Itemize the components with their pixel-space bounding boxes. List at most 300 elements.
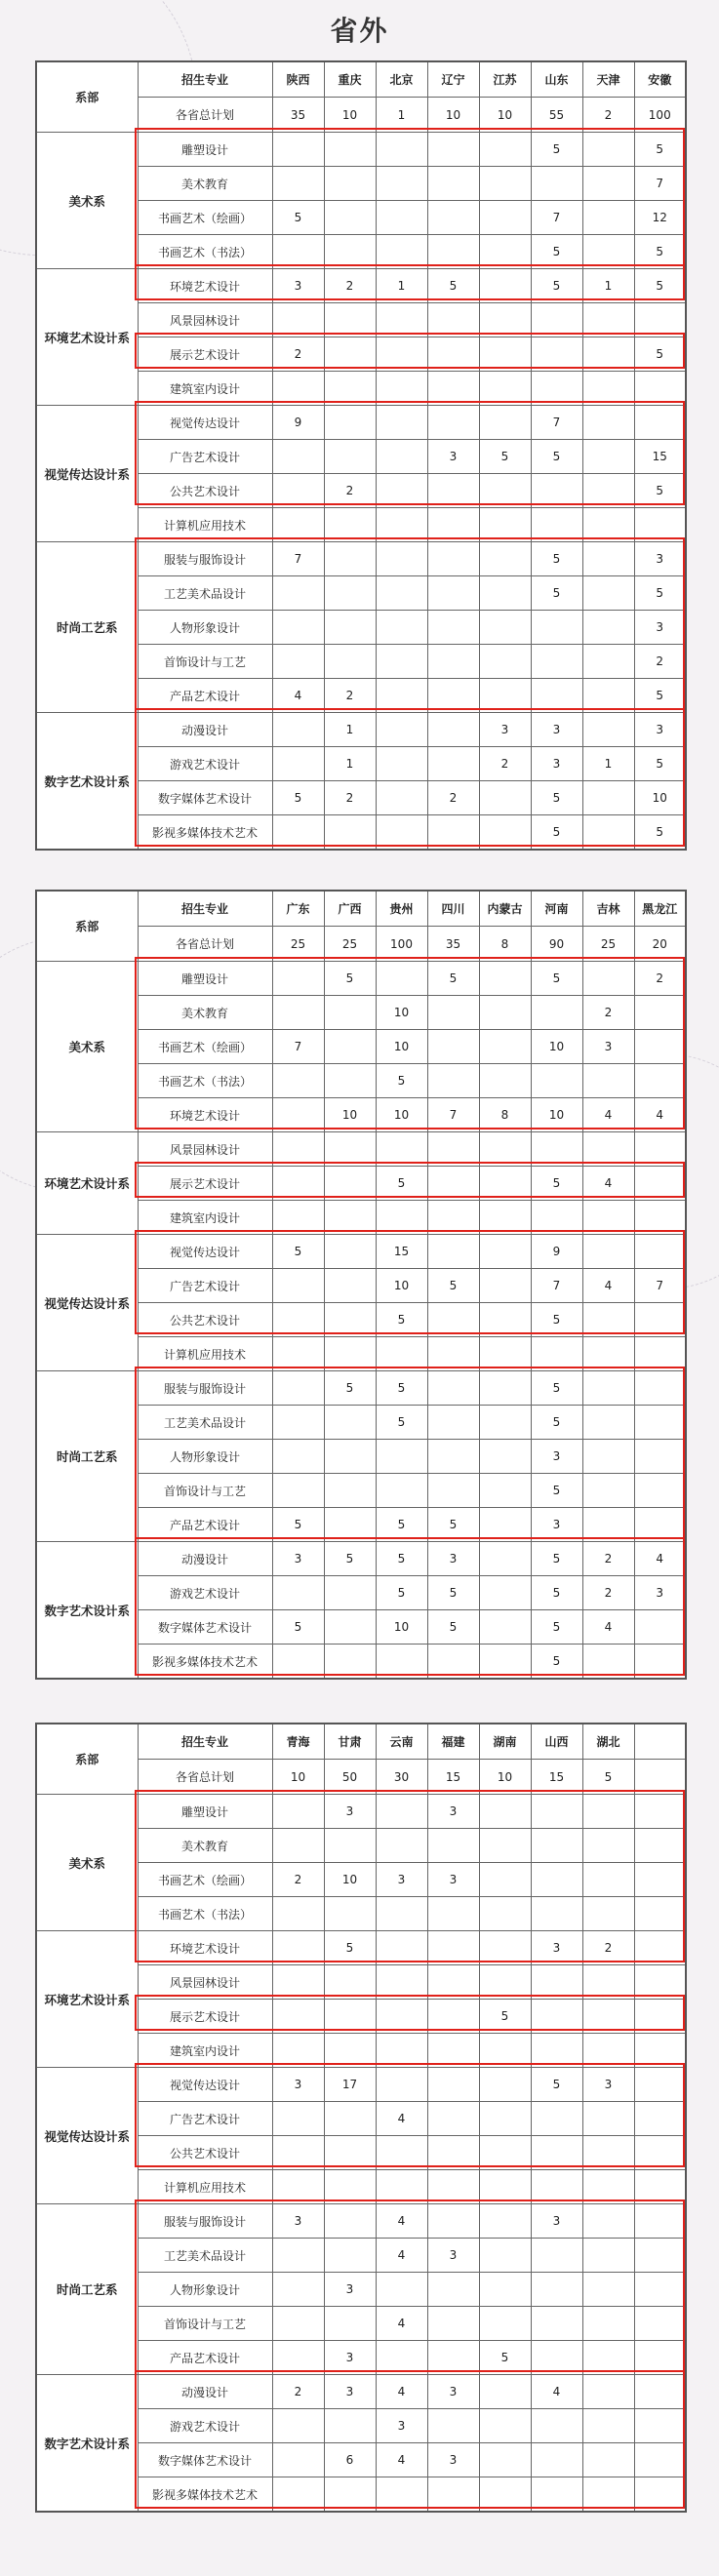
province-header: 黑龙江 — [634, 891, 686, 927]
quota-cell — [376, 1795, 427, 1829]
quota-cell: 3 — [272, 2204, 324, 2239]
quota-cell — [634, 1645, 686, 1680]
major-cell: 数字媒体艺术设计 — [138, 2443, 272, 2477]
quota-cell — [272, 1406, 324, 1440]
quota-cell — [376, 303, 427, 337]
quota-cell — [324, 1235, 376, 1269]
quota-cell — [376, 337, 427, 372]
quota-cell — [634, 1201, 686, 1235]
province-header: 湖南 — [479, 1724, 531, 1760]
total-cell: 1 — [376, 98, 427, 133]
quota-cell — [531, 1795, 582, 1829]
quota-cell: 1 — [324, 713, 376, 747]
quota-cell — [582, 2409, 634, 2443]
quota-cell — [531, 1829, 582, 1863]
quota-cell — [582, 2477, 634, 2513]
major-cell: 人物形象设计 — [138, 1440, 272, 1474]
table-row — [36, 1235, 686, 1269]
quota-cell: 3 — [324, 2375, 376, 2409]
major-cell: 公共艺术设计 — [138, 1303, 272, 1337]
quota-cell — [427, 747, 479, 781]
quota-cell — [324, 1965, 376, 2000]
quota-cell — [427, 996, 479, 1030]
quota-cell — [324, 1645, 376, 1680]
province-header: 福建 — [427, 1724, 479, 1760]
quota-cell — [531, 2000, 582, 2034]
quota-cell — [634, 406, 686, 440]
quota-cell — [324, 996, 376, 1030]
dept-header: 系部 — [36, 1724, 138, 1795]
province-header: 安徽 — [634, 61, 686, 98]
total-label: 各省总计划 — [138, 98, 272, 133]
quota-cell: 5 — [634, 679, 686, 713]
dept-cell: 美术系 — [36, 133, 138, 269]
quota-cell — [427, 1897, 479, 1931]
quota-cell — [634, 372, 686, 406]
quota-cell: 5 — [531, 1371, 582, 1406]
quota-cell — [272, 611, 324, 645]
quota-cell — [479, 815, 531, 851]
major-cell: 美术教育 — [138, 167, 272, 201]
quota-cell: 2 — [582, 1576, 634, 1610]
quota-cell — [427, 713, 479, 747]
quota-cell — [531, 1897, 582, 1931]
quota-cell: 5 — [376, 1167, 427, 1201]
quota-cell — [272, 747, 324, 781]
quota-cell: 5 — [376, 1576, 427, 1610]
major-cell: 环境艺术设计 — [138, 1098, 272, 1132]
quota-cell — [531, 303, 582, 337]
quota-cell — [582, 1829, 634, 1863]
quota-cell: 3 — [272, 1542, 324, 1576]
quota-cell — [272, 2239, 324, 2273]
quota-cell — [324, 2000, 376, 2034]
quota-cell — [272, 2307, 324, 2341]
major-cell: 书画艺术（绘画） — [138, 1030, 272, 1064]
quota-cell: 5 — [634, 235, 686, 269]
quota-cell — [376, 133, 427, 167]
quota-cell — [324, 2204, 376, 2239]
quota-cell: 3 — [427, 2375, 479, 2409]
quota-cell — [582, 1863, 634, 1897]
quota-cell: 4 — [582, 1269, 634, 1303]
quota-cell — [376, 1132, 427, 1167]
total-cell: 10 — [272, 1760, 324, 1795]
quota-cell — [324, 1167, 376, 1201]
quota-cell — [272, 2341, 324, 2375]
quota-cell — [582, 1132, 634, 1167]
table-row — [36, 406, 686, 440]
quota-cell: 5 — [531, 1645, 582, 1680]
quota-cell: 12 — [634, 201, 686, 235]
quota-cell: 5 — [634, 133, 686, 167]
quota-cell — [479, 2409, 531, 2443]
quota-cell: 5 — [531, 1303, 582, 1337]
quota-cell — [531, 474, 582, 508]
quota-cell — [531, 1965, 582, 2000]
quota-cell — [479, 406, 531, 440]
major-cell: 服装与服饰设计 — [138, 1371, 272, 1406]
major-cell: 雕塑设计 — [138, 962, 272, 996]
quota-cell — [376, 781, 427, 815]
quota-cell — [582, 2136, 634, 2170]
quota-cell: 3 — [272, 269, 324, 303]
quota-cell: 8 — [479, 1098, 531, 1132]
quota-cell: 5 — [531, 1610, 582, 1645]
major-cell: 游戏艺术设计 — [138, 1576, 272, 1610]
quota-cell: 5 — [324, 1542, 376, 1576]
quota-cell: 5 — [427, 1576, 479, 1610]
quota-cell: 1 — [582, 269, 634, 303]
quota-cell — [479, 2239, 531, 2273]
province-header: 山西 — [531, 1724, 582, 1760]
quota-cell — [479, 1610, 531, 1645]
quota-cell — [634, 1371, 686, 1406]
quota-cell — [324, 406, 376, 440]
quota-cell — [479, 2443, 531, 2477]
quota-cell — [376, 1897, 427, 1931]
quota-cell — [479, 1508, 531, 1542]
major-cell: 雕塑设计 — [138, 133, 272, 167]
quota-cell — [427, 337, 479, 372]
quota-cell — [634, 1897, 686, 1931]
quota-cell — [324, 2477, 376, 2513]
quota-cell: 3 — [531, 713, 582, 747]
dept-cell: 时尚工艺系 — [36, 1371, 138, 1542]
quota-cell — [324, 1610, 376, 1645]
major-cell: 游戏艺术设计 — [138, 747, 272, 781]
province-header: 河南 — [531, 891, 582, 927]
dept-cell: 时尚工艺系 — [36, 542, 138, 713]
quota-cell: 17 — [324, 2068, 376, 2102]
quota-cell — [582, 474, 634, 508]
quota-cell — [479, 167, 531, 201]
quota-cell — [324, 167, 376, 201]
quota-cell — [376, 747, 427, 781]
quota-cell — [479, 235, 531, 269]
quota-cell — [427, 679, 479, 713]
quota-cell — [427, 1303, 479, 1337]
quota-cell — [634, 1474, 686, 1508]
quota-cell: 3 — [634, 713, 686, 747]
quota-cell: 3 — [531, 2204, 582, 2239]
dept-cell: 环境艺术设计系 — [36, 1931, 138, 2068]
quota-cell — [479, 1030, 531, 1064]
quota-cell: 4 — [582, 1167, 634, 1201]
quota-cell — [582, 1406, 634, 1440]
quota-cell — [324, 1269, 376, 1303]
quota-cell: 2 — [324, 474, 376, 508]
total-label: 各省总计划 — [138, 1760, 272, 1795]
quota-cell — [324, 1201, 376, 1235]
dept-header: 系部 — [36, 891, 138, 962]
quota-cell — [479, 2034, 531, 2068]
province-header: 湖北 — [582, 1724, 634, 1760]
quota-cell — [376, 508, 427, 542]
quota-cell — [479, 1303, 531, 1337]
quota-cell — [582, 406, 634, 440]
quota-cell — [376, 2341, 427, 2375]
total-cell: 50 — [324, 1760, 376, 1795]
quota-cell — [479, 962, 531, 996]
major-cell: 工艺美术品设计 — [138, 576, 272, 611]
quota-cell — [324, 542, 376, 576]
quota-cell — [324, 2239, 376, 2273]
quota-cell — [272, 815, 324, 851]
quota-cell — [427, 2477, 479, 2513]
major-cell: 公共艺术设计 — [138, 2136, 272, 2170]
quota-cell — [479, 611, 531, 645]
major-cell: 视觉传达设计 — [138, 406, 272, 440]
total-cell: 25 — [272, 927, 324, 962]
quota-cell — [272, 372, 324, 406]
province-header: 天津 — [582, 61, 634, 98]
quota-cell — [479, 542, 531, 576]
quota-cell — [634, 2170, 686, 2204]
quota-cell: 10 — [376, 1610, 427, 1645]
quota-cell: 4 — [582, 1610, 634, 1645]
header-row — [36, 1724, 686, 1760]
major-cell: 工艺美术品设计 — [138, 1406, 272, 1440]
quota-cell — [272, 1337, 324, 1371]
quota-cell — [427, 2273, 479, 2307]
quota-cell — [324, 201, 376, 235]
major-cell: 游戏艺术设计 — [138, 2409, 272, 2443]
quota-cell: 4 — [272, 679, 324, 713]
total-label: 各省总计划 — [138, 927, 272, 962]
total-cell: 55 — [531, 98, 582, 133]
quota-cell — [634, 2307, 686, 2341]
quota-cell — [479, 2477, 531, 2513]
quota-cell — [427, 1645, 479, 1680]
major-cell: 风景园林设计 — [138, 1965, 272, 2000]
major-cell: 影视多媒体技术艺术 — [138, 2477, 272, 2513]
quota-cell: 5 — [531, 1542, 582, 1576]
table-row — [36, 133, 686, 167]
quota-cell — [634, 2375, 686, 2409]
quota-cell — [272, 303, 324, 337]
quota-cell: 5 — [427, 269, 479, 303]
quota-cell — [324, 1897, 376, 1931]
quota-cell: 2 — [324, 679, 376, 713]
quota-cell: 7 — [531, 406, 582, 440]
major-cell: 数字媒体艺术设计 — [138, 1610, 272, 1645]
quota-cell — [634, 1303, 686, 1337]
major-cell: 人物形象设计 — [138, 2273, 272, 2307]
dept-cell: 环境艺术设计系 — [36, 1132, 138, 1235]
quota-cell: 3 — [324, 2341, 376, 2375]
major-cell: 广告艺术设计 — [138, 440, 272, 474]
province-header: 陕西 — [272, 61, 324, 98]
quota-cell — [272, 996, 324, 1030]
quota-cell: 2 — [634, 962, 686, 996]
quota-cell — [427, 2068, 479, 2102]
quota-cell — [427, 1440, 479, 1474]
major-cell: 书画艺术（绘画） — [138, 201, 272, 235]
quota-cell: 4 — [531, 2375, 582, 2409]
quota-cell: 5 — [634, 815, 686, 851]
quota-cell — [272, 1371, 324, 1406]
quota-cell — [376, 2068, 427, 2102]
quota-cell — [634, 2204, 686, 2239]
quota-cell — [272, 474, 324, 508]
quota-cell — [324, 1406, 376, 1440]
quota-cell: 2 — [427, 781, 479, 815]
total-cell: 20 — [634, 927, 686, 962]
quota-cell — [427, 303, 479, 337]
quota-cell: 5 — [479, 2341, 531, 2375]
quota-cell: 3 — [582, 2068, 634, 2102]
quota-cell — [634, 1337, 686, 1371]
quota-cell — [531, 2273, 582, 2307]
quota-cell — [324, 2409, 376, 2443]
quota-cell — [479, 781, 531, 815]
quota-cell: 3 — [479, 713, 531, 747]
quota-cell: 2 — [634, 645, 686, 679]
quota-cell — [582, 1440, 634, 1474]
quota-cell — [479, 1576, 531, 1610]
quota-cell — [272, 962, 324, 996]
quota-cell — [427, 167, 479, 201]
total-cell: 5 — [582, 1760, 634, 1795]
quota-cell — [531, 2341, 582, 2375]
quota-cell — [634, 1440, 686, 1474]
quota-cell — [272, 1303, 324, 1337]
quota-cell — [634, 1795, 686, 1829]
quota-cell — [324, 2136, 376, 2170]
quota-cell — [582, 2000, 634, 2034]
total-cell: 15 — [531, 1760, 582, 1795]
quota-cell — [324, 2307, 376, 2341]
quota-cell: 5 — [634, 337, 686, 372]
quota-cell: 4 — [376, 2375, 427, 2409]
quota-cell — [272, 1132, 324, 1167]
quota-cell — [582, 781, 634, 815]
quota-cell: 7 — [531, 201, 582, 235]
quota-cell — [582, 679, 634, 713]
quota-cell: 10 — [376, 1030, 427, 1064]
quota-cell: 2 — [479, 747, 531, 781]
quota-cell — [582, 201, 634, 235]
quota-cell — [427, 1201, 479, 1235]
table-row — [36, 2068, 686, 2102]
quota-cell — [479, 2204, 531, 2239]
quota-cell: 10 — [376, 996, 427, 1030]
major-cell: 书画艺术（书法） — [138, 1064, 272, 1098]
total-cell: 100 — [376, 927, 427, 962]
quota-cell: 10 — [531, 1098, 582, 1132]
quota-cell: 2 — [272, 1863, 324, 1897]
province-header: 江苏 — [479, 61, 531, 98]
quota-cell — [324, 1508, 376, 1542]
quota-cell — [582, 167, 634, 201]
major-cell: 服装与服饰设计 — [138, 542, 272, 576]
quota-cell — [479, 1897, 531, 1931]
quota-cell — [582, 1897, 634, 1931]
quota-cell — [634, 1235, 686, 1269]
quota-cell — [427, 1030, 479, 1064]
quota-cell — [531, 2034, 582, 2068]
province-header: 青海 — [272, 1724, 324, 1760]
quota-cell — [634, 1965, 686, 2000]
quota-cell — [479, 1167, 531, 1201]
quota-cell: 6 — [324, 2443, 376, 2477]
quota-cell: 5 — [531, 815, 582, 851]
quota-cell — [531, 2409, 582, 2443]
quota-cell — [324, 133, 376, 167]
quota-cell — [582, 440, 634, 474]
quota-cell — [582, 645, 634, 679]
table-row — [36, 1795, 686, 1829]
quota-cell — [324, 1030, 376, 1064]
quota-cell — [479, 1474, 531, 1508]
quota-cell — [531, 508, 582, 542]
quota-cell — [324, 1440, 376, 1474]
quota-cell — [582, 2375, 634, 2409]
quota-cell — [272, 1269, 324, 1303]
quota-cell — [376, 1337, 427, 1371]
quota-cell: 10 — [531, 1030, 582, 1064]
quota-cell: 5 — [376, 1303, 427, 1337]
total-cell: 30 — [376, 1760, 427, 1795]
quota-cell — [272, 2136, 324, 2170]
table-row — [36, 542, 686, 576]
quota-cell — [634, 2443, 686, 2477]
quota-cell: 7 — [531, 1269, 582, 1303]
quota-cell — [582, 337, 634, 372]
quota-cell — [324, 1064, 376, 1098]
quota-cell: 3 — [427, 1795, 479, 1829]
quota-cell — [582, 2273, 634, 2307]
quota-cell — [272, 1201, 324, 1235]
major-cell: 产品艺术设计 — [138, 679, 272, 713]
major-cell: 首饰设计与工艺 — [138, 1474, 272, 1508]
quota-cell — [582, 2102, 634, 2136]
quota-cell — [324, 1576, 376, 1610]
quota-cell — [479, 303, 531, 337]
major-cell: 动漫设计 — [138, 713, 272, 747]
table-row — [36, 2204, 686, 2239]
quota-cell: 10 — [324, 1863, 376, 1897]
major-cell: 产品艺术设计 — [138, 2341, 272, 2375]
quota-cell: 7 — [272, 1030, 324, 1064]
province-header: 广东 — [272, 891, 324, 927]
quota-cell — [427, 611, 479, 645]
total-cell: 8 — [479, 927, 531, 962]
major-cell: 书画艺术（书法） — [138, 235, 272, 269]
quota-cell — [376, 167, 427, 201]
quota-cell — [376, 2034, 427, 2068]
quota-cell — [634, 1931, 686, 1965]
quota-cell — [582, 1235, 634, 1269]
quota-cell — [479, 1829, 531, 1863]
quota-cell — [479, 1406, 531, 1440]
quota-cell — [427, 1337, 479, 1371]
quota-cell — [376, 2170, 427, 2204]
quota-cell: 7 — [634, 1269, 686, 1303]
quota-cell: 5 — [376, 1064, 427, 1098]
major-cell: 广告艺术设计 — [138, 2102, 272, 2136]
major-cell: 美术教育 — [138, 996, 272, 1030]
quota-cell: 4 — [582, 1098, 634, 1132]
quota-cell — [479, 133, 531, 167]
quota-cell — [272, 1645, 324, 1680]
quota-cell: 5 — [531, 781, 582, 815]
major-header: 招生专业 — [138, 891, 272, 927]
quota-cell — [272, 1897, 324, 1931]
quota-cell: 3 — [376, 2409, 427, 2443]
quota-cell: 5 — [427, 1269, 479, 1303]
